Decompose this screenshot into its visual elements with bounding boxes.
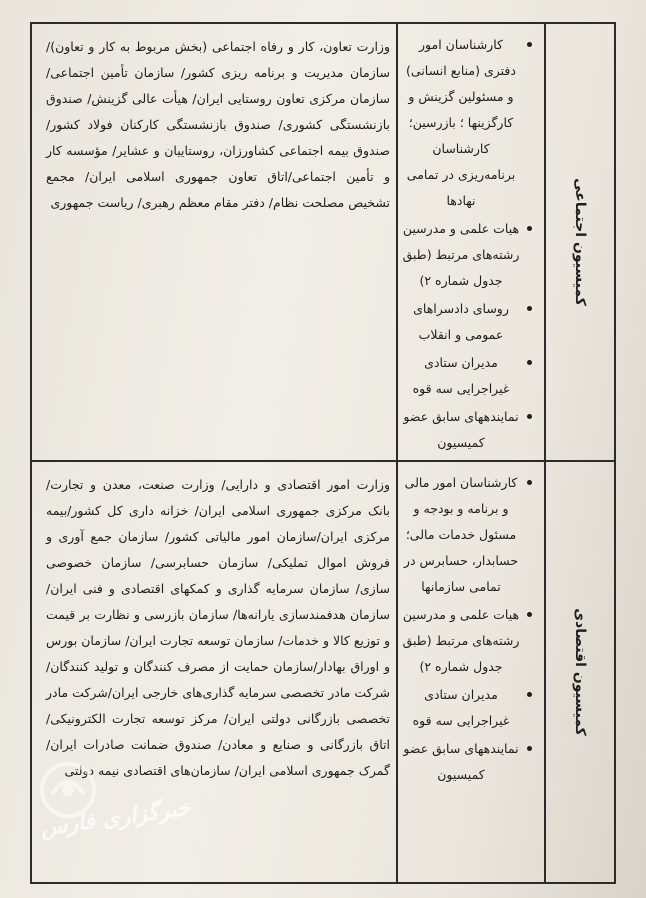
- organizations-cell: [32, 24, 400, 460]
- list-item: نمایندههای سابق عضو کمیسیون: [402, 736, 534, 788]
- list-item: کارشناسان امور دفتری (منابع انسانی) و مسئولین گزینش و کارگزینها ؛ بازرسین؛ کارشناسان برنامه‌ریزی در تمامی نهادها: [402, 32, 534, 214]
- list-item: کارشناسان امور مالی و برنامه و بودجه و مسئول خدمات مالی؛حسابدار، حسابرس در تمامی سازمانها: [402, 470, 534, 600]
- organizations-text: وزارت تعاون، کار و رفاه اجتماعی (بخش مربوط به کار و تعاون)/ سازمان مدیریت و برنامه ریزی کشور/ سازمان تأمین اجتماعی/ سازمان مرکزی تعاون روستایی ایران/ هیأت عالی گزینش/ صندوق بازنشستگی کشوری/ صندوق بازنشستگی کارکنان فولاد کشور/صندوق بیمه اجتماعی کشاورزان، روستاییان و عشایر/ مؤسسه کار و تأمین اجتماعی/اتاق تعاون جمهوری اسلامی ایران/ مجمع تشخیص مصلحت نظام/ دفتر مقام معظم رهبری/ ریاست جمهوری: [46, 39, 390, 210]
- members-list: [402, 32, 534, 456]
- list-item: هیات علمی و مدرسین رشته‌های مرتبط (طبق جدول شماره ۲): [402, 602, 534, 680]
- table-row: [32, 24, 614, 462]
- list-item: هیات علمی و مدرسین رشته‌های مرتبط (طبق جدول شماره ۲): [402, 216, 534, 294]
- members-cell: [396, 24, 544, 460]
- members-cell: [396, 462, 544, 882]
- watermark-text: خبرگزاری فارس: [38, 795, 193, 842]
- committee-name: کمیسیون اقتصادی: [572, 608, 588, 736]
- committee-cell: [544, 462, 614, 882]
- organizations-text: وزارت امور اقتصادی و دارایی/ وزارت صنعت، معدن و تجارت/ بانک مرکزی جمهوری اسلامی ایران/ خزانه داری کل کشور/بیمه مرکزی ایران/سازمان امور مالیاتی کشور/ سازمان جمع آوری و فروش اموال تملیکی/ سازمان حسابرسی/ سازمان خصوصی سازی/ سازمان سرمایه گذاری و کمکهای اقتصادی و فنی ایران/ سازمان هدفمندسازی یارانه‌ها/ سازمان بازرسی و نظارت بر قیمت و توزیع کالا و خدمات/ سازمان توسعه تجارت ایران/ سازمان بورس و اوراق بهادار/سازمان حمایت از مصرف کنندگان و تولید کنندگان/شرکت مادر تخصصی سرمایه گذاری‌های خارجی ایران/شرکت مادر تخصصی بازرگانی دولتی ایران/ مرکز توسعه تجارت الکترونیکی/ اتاق بازرگانی و صنایع و معادن/ صندوق ضمانت صادرات ایران/ گمرک جمهوری اسلامی ایران/ سازمان‌های اقتصادی نیمه دولتی: [46, 477, 390, 778]
- members-list: [402, 470, 534, 788]
- committee-name: کمیسیون اجتماعی: [572, 178, 588, 306]
- list-item: مدیران ستادی غیراجرایی سه قوه: [402, 350, 534, 402]
- list-item: نمایندههای سابق عضو کمیسیون: [402, 404, 534, 456]
- list-item: مدیران ستادی غیراجرایی سه قوه: [402, 682, 534, 734]
- list-item: روسای دادسراهای عمومی و انقلاب: [402, 296, 534, 348]
- committee-cell: [544, 24, 614, 460]
